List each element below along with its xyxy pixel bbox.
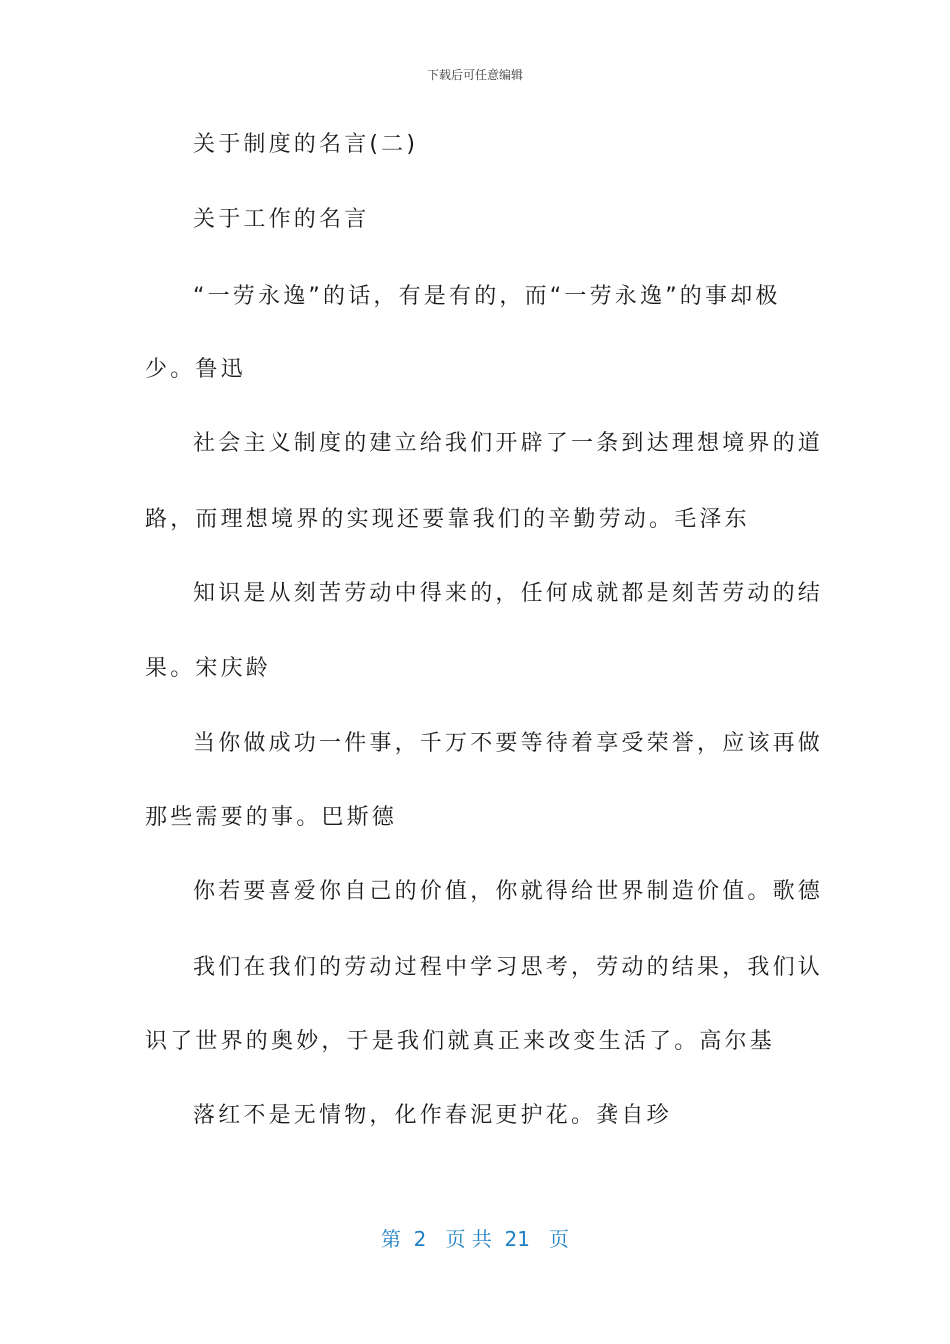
paragraph-line: 那些需要的事。巴斯德 — [145, 805, 398, 830]
paragraph-line: 少。鲁迅 — [145, 357, 246, 382]
paragraph-line: “一劳永逸”的话，有是有的，而“一劳永逸”的事却极 — [193, 284, 781, 309]
page-footer-pagination: 第 2 页 共 21 页 — [380, 1227, 570, 1251]
paragraph-line: 落红不是无情物，化作春泥更护花。龚自珍 — [193, 1103, 672, 1128]
paragraph-line: 路，而理想境界的实现还要靠我们的辛勤劳动。毛泽东 — [145, 507, 750, 532]
section-heading: 关于制度的名言(二) — [193, 132, 419, 157]
paragraph-line: 社会主义制度的建立给我们开辟了一条到达理想境界的道 — [193, 431, 824, 456]
paragraph-line: 你若要喜爱你自己的价值，你就得给世界制造价值。歌德 — [193, 879, 824, 904]
section-heading: 关于工作的名言 — [193, 207, 370, 232]
paragraph-line: 果。宋庆龄 — [145, 656, 272, 681]
paragraph-line: 我们在我们的劳动过程中学习思考，劳动的结果，我们认 — [193, 955, 824, 980]
paragraph-line: 识了世界的奥妙，于是我们就真正来改变生活了。高尔基 — [145, 1029, 776, 1054]
page-header-note: 下载后可任意编辑 — [426, 68, 523, 82]
paragraph-line: 当你做成功一件事，千万不要等待着享受荣誉，应该再做 — [193, 731, 824, 756]
paragraph-line: 知识是从刻苦劳动中得来的，任何成就都是刻苦劳动的结 — [193, 581, 824, 606]
